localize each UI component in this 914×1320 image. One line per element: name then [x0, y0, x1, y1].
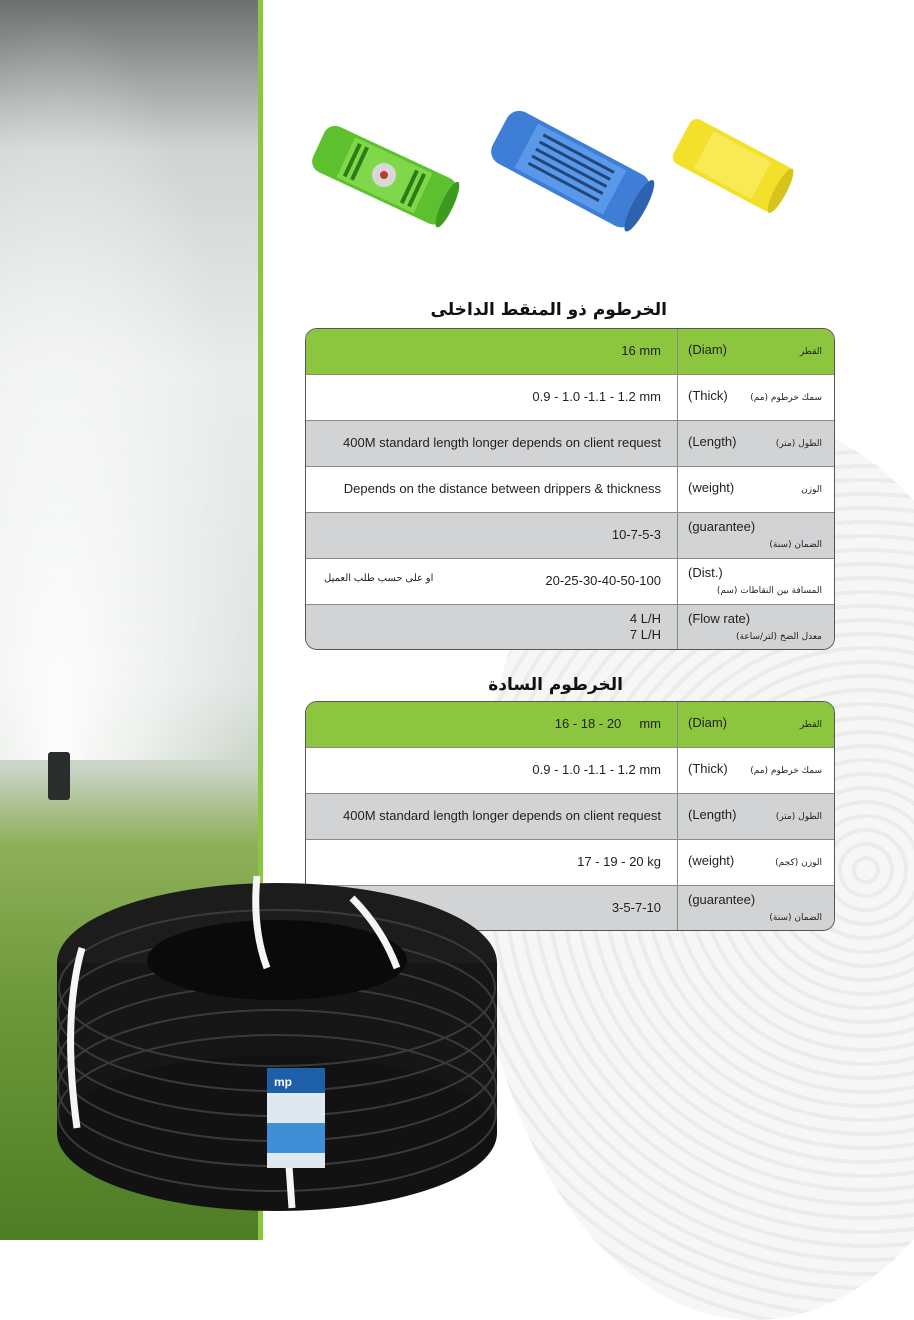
value-thickness: 0.9 - 1.0 -1.1 - 1.2 mm — [532, 762, 661, 777]
blue-dripper — [480, 100, 660, 240]
label-ar-diameter: القطر — [799, 720, 822, 730]
note-client-request: او على حسب طلب العميل — [324, 573, 434, 584]
value-weight: 17 - 19 - 20 kg — [577, 854, 661, 869]
table-row-flow-rate — [306, 605, 834, 650]
value-diameter: 16 - 18 - 20 mm — [554, 716, 661, 731]
label-en-weight: (weight) — [688, 480, 735, 495]
coil-label-brand: mp — [274, 1075, 292, 1089]
label-en-guarantee: (guarantee) — [688, 519, 756, 534]
table-row-thickness — [306, 375, 834, 421]
table-row-weight — [306, 467, 834, 513]
label-ar-diameter: القطر — [799, 347, 822, 357]
label-en-guarantee: (guarantee) — [688, 892, 756, 907]
label-ar-thickness: سمك خرطوم (مم) — [750, 393, 822, 403]
table-row-distance — [306, 559, 834, 605]
label-en-flow-rate: (Flow rate) — [688, 611, 751, 626]
label-en-distance: (Dist.) — [688, 565, 723, 580]
drippers-image — [290, 90, 810, 270]
table-row-guarantee — [306, 513, 834, 559]
label-ar-guarantee: الضمان (سنة) — [769, 540, 822, 550]
green-dripper — [302, 115, 467, 235]
label-en-diameter: (Diam) — [688, 715, 727, 730]
value-diameter: 16 mm — [621, 343, 661, 358]
value-flow-rate-2: 7 L/H — [629, 627, 661, 642]
label-en-length: (Length) — [688, 434, 737, 449]
table-row-diameter — [306, 329, 834, 375]
label-ar-flow-rate: معدل الضخ (لتر/ساعة) — [736, 632, 822, 642]
label-ar-thickness: سمك خرطوم (مم) — [750, 766, 822, 776]
label-en-thickness: (Thick) — [688, 388, 728, 403]
label-ar-weight: الوزن — [801, 485, 822, 495]
table-row-diameter — [306, 702, 834, 748]
label-ar-guarantee: الضمان (سنة) — [769, 913, 822, 923]
value-guarantee: 10-7-5-3 — [611, 527, 661, 542]
value-thickness: 0.9 - 1.0 -1.1 - 1.2 mm — [532, 389, 661, 404]
label-ar-length: الطول (متر) — [775, 812, 822, 822]
label-ar-weight: الوزن (كجم) — [775, 858, 822, 868]
table-row-length — [306, 421, 834, 467]
label-en-weight: (weight) — [688, 853, 735, 868]
section-title-inline-dripper-hose: الخرطوم ذو المنقط الداخلى — [430, 300, 667, 320]
yellow-dripper — [665, 110, 800, 220]
label-ar-length: الطول (متر) — [775, 439, 822, 449]
water-spray — [0, 0, 258, 760]
spec-table-inline-dripper — [305, 328, 835, 650]
value-weight: Depends on the distance between drippers & thickness — [343, 481, 661, 496]
table-row-length — [306, 794, 834, 840]
value-distance: 20-25-30-40-50-100 — [545, 573, 661, 588]
label-ar-distance: المسافة بين النقاطات (سم) — [716, 586, 822, 596]
value-guarantee: 3-5-7-10 — [611, 900, 661, 915]
black-hose-coil — [52, 868, 502, 1213]
value-length: 400M standard length longer depends on client request — [343, 435, 661, 450]
label-en-diameter: (Diam) — [688, 342, 727, 357]
value-length: 400M standard length longer depends on client request — [343, 808, 661, 823]
table-row-thickness — [306, 748, 834, 794]
sprinkler-head — [48, 752, 70, 800]
value-flow-rate-1: 4 L/H — [629, 611, 661, 626]
section-title-plain-hose: الخرطوم السادة — [488, 675, 623, 695]
label-en-length: (Length) — [688, 807, 737, 822]
label-en-thickness: (Thick) — [688, 761, 728, 776]
